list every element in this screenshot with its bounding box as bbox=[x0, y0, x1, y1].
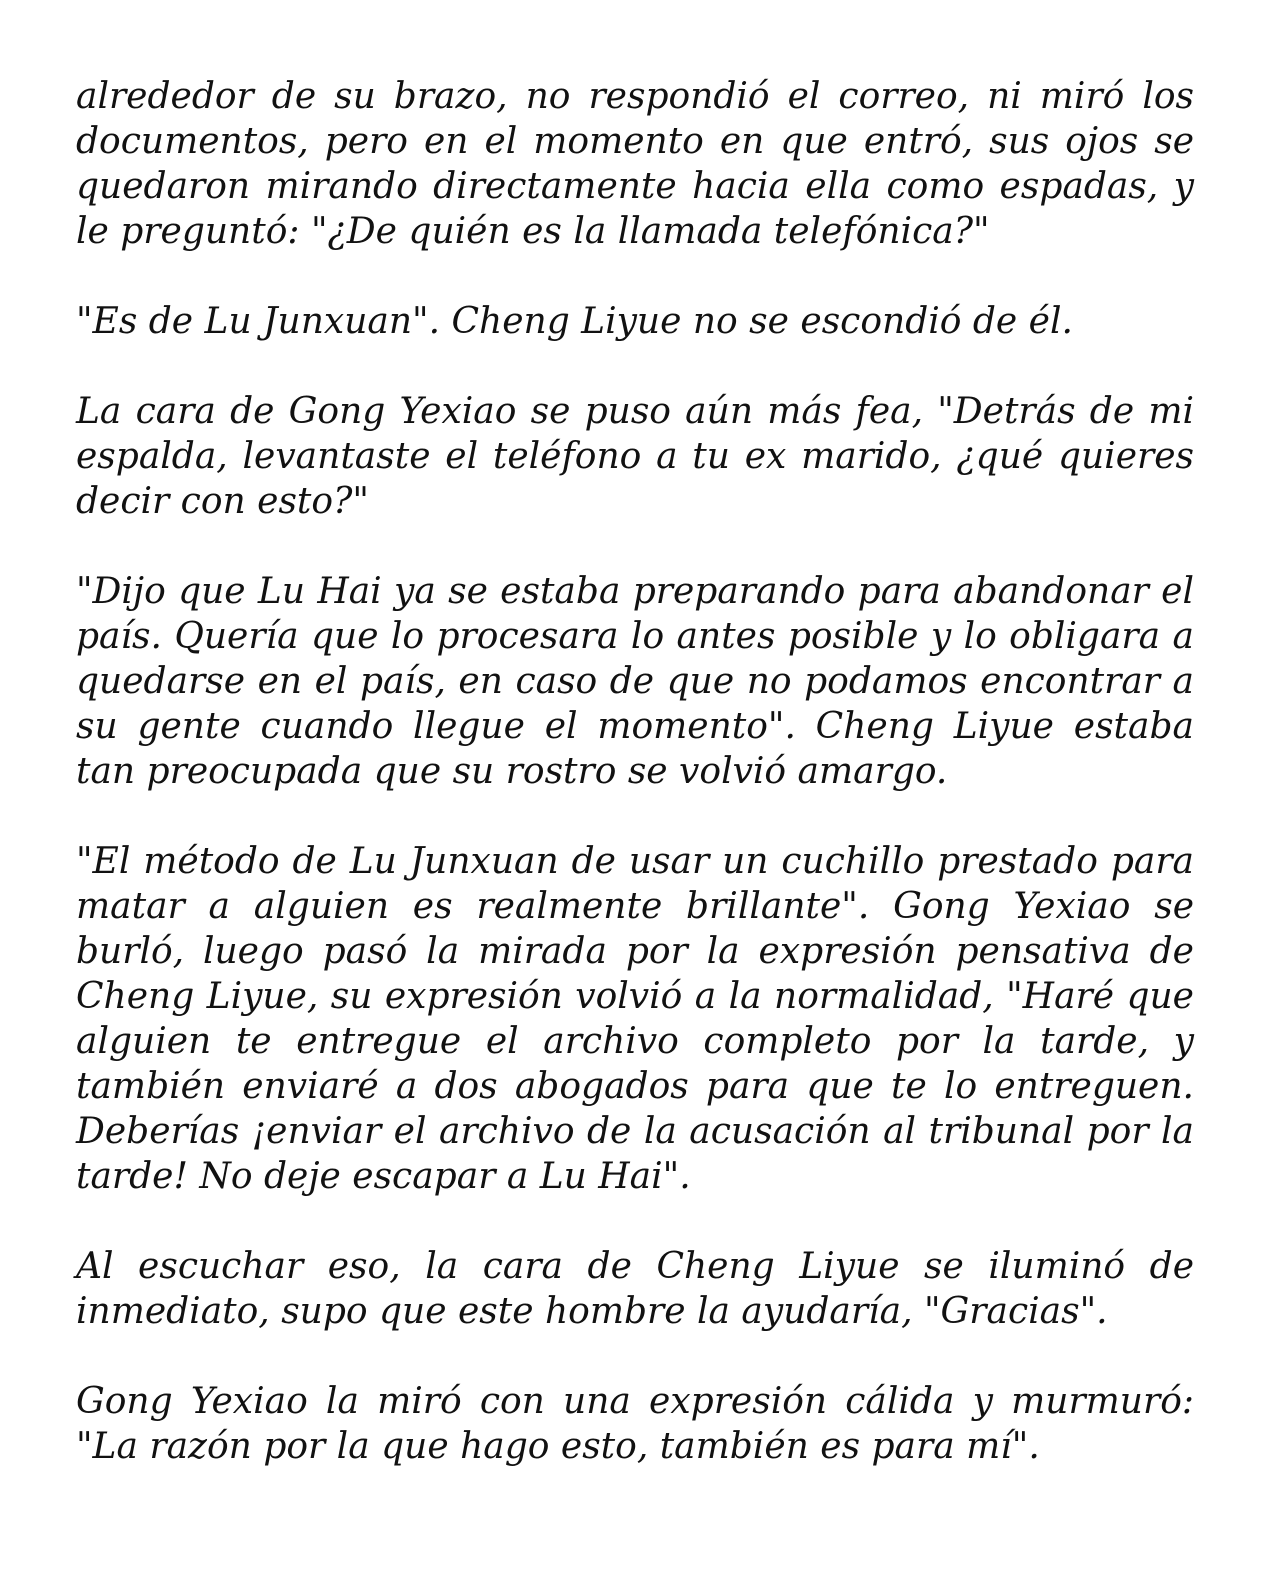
paragraph-7: Gong Yexiao la miró con una expresión cálida y murmuró: "La razón por la que hago esto, también es para mí". bbox=[76, 1381, 1194, 1467]
paragraph-6: Al escuchar eso, la cara de Cheng Liyue se iluminó de inmediato, supo que este hombre la ayudaría, "Gracias". bbox=[76, 1246, 1194, 1332]
paragraph-4: "Dijo que Lu Hai ya se estaba preparando para abandonar el país. Quería que lo procesara lo antes posible y lo obligara a quedarse en el país, en caso de que no podamos encontrar a su gente cuando llegue el momento". Cheng Liyue estaba tan preocupada que su rostro se volvió amargo. bbox=[76, 571, 1194, 792]
paragraph-5: "El método de Lu Junxuan de usar un cuchillo prestado para matar a alguien es realmente brillante". Gong Yexiao se burló, luego pasó la mirada por la expresión pensativa de Cheng Liyue, su expresión volvió a la normalidad, "Haré que alguien te entregue el archivo completo por la tarde, y también enviaré a dos abogados para que te lo entreguen. Deberías ¡enviar el archivo de la acusación al tribunal por la tarde! No deje escapar a Lu Hai". bbox=[76, 841, 1194, 1197]
document-body bbox=[76, 74, 1194, 1469]
paragraph-3: La cara de Gong Yexiao se puso aún más fea, "Detrás de mi espalda, levantaste el teléfono a tu ex marido, ¿qué quieres decir con esto?" bbox=[76, 391, 1194, 522]
paragraph-1: alrededor de su brazo, no respondió el correo, ni miró los documentos, pero en el momento en que entró, sus ojos se quedaron mirando directamente hacia ella como espadas, y le preguntó: "¿De quién es la llamada telefónica?" bbox=[76, 76, 1194, 252]
paragraph-2: "Es de Lu Junxuan". Cheng Liyue no se escondió de él. bbox=[76, 301, 1073, 342]
